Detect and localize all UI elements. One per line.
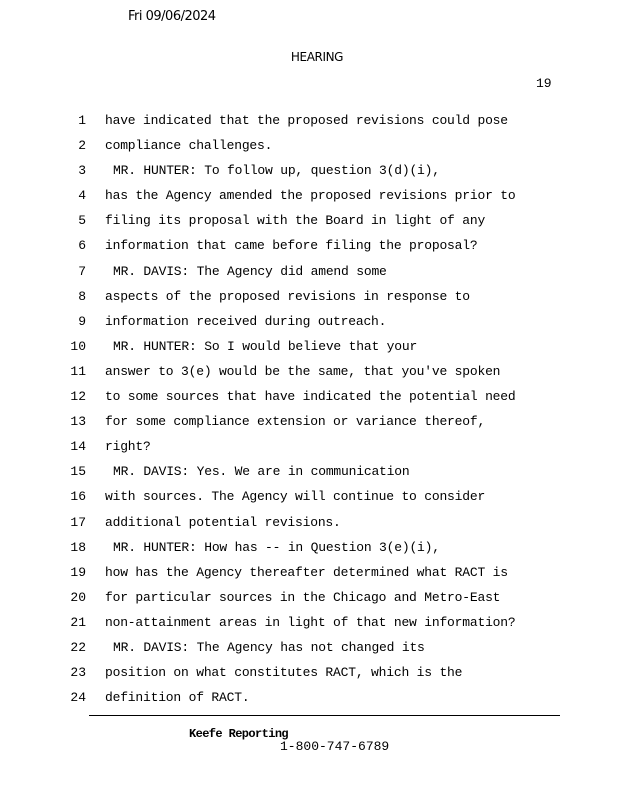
reporter-company: Keefe Reporting xyxy=(189,727,289,741)
transcript-line xyxy=(0,334,618,359)
line-number: 6 xyxy=(78,238,86,254)
line-text: with sources. The Agency will continue to consider xyxy=(105,489,486,505)
line-number: 23 xyxy=(70,665,86,681)
line-text: position on what constitutes RACT, which is the xyxy=(105,665,463,681)
line-number: 11 xyxy=(70,363,86,379)
line-text: answer to 3(e) would be the same, that you've spoken xyxy=(105,363,501,379)
transcript-line xyxy=(0,208,618,233)
footer-divider xyxy=(89,715,560,716)
line-number: 15 xyxy=(70,464,86,480)
line-number: 20 xyxy=(70,589,86,605)
line-number: 24 xyxy=(70,690,86,706)
line-text: for some compliance extension or variance thereof, xyxy=(105,414,486,430)
line-number: 4 xyxy=(78,188,86,204)
line-text: MR. HUNTER: To follow up, question 3(d)(i), xyxy=(113,163,440,179)
transcript-line xyxy=(0,259,618,284)
line-number: 9 xyxy=(78,313,86,329)
transcript-line xyxy=(0,459,618,484)
line-number: 3 xyxy=(78,163,86,179)
document-title: HEARING xyxy=(290,50,344,64)
line-text: MR. DAVIS: Yes. We are in communication xyxy=(113,464,410,480)
line-text: how has the Agency thereafter determined what RACT is xyxy=(105,564,508,580)
line-number: 7 xyxy=(78,263,86,279)
line-number: 2 xyxy=(78,138,86,154)
transcript-line xyxy=(0,585,618,610)
transcript-line xyxy=(0,384,618,409)
line-text: filing its proposal with the Board in light of any xyxy=(105,213,486,229)
line-number: 22 xyxy=(70,639,86,655)
transcript-line xyxy=(0,560,618,585)
line-text: have indicated that the proposed revisions could pose xyxy=(105,113,508,128)
transcript-line xyxy=(0,108,618,133)
line-text: has the Agency amended the proposed revisions prior to xyxy=(105,188,516,204)
line-text: information that came before filing the proposal? xyxy=(105,238,478,254)
line-number: 8 xyxy=(78,288,86,304)
reporter-phone: 1-800-747-6789 xyxy=(280,739,390,754)
line-text: definition of RACT. xyxy=(105,690,250,706)
line-number: 14 xyxy=(70,439,86,455)
line-text: MR. HUNTER: So I would believe that your xyxy=(113,338,418,354)
line-number: 10 xyxy=(70,338,86,354)
line-text: MR. HUNTER: How has -- in Question 3(e)(i), xyxy=(113,539,440,555)
line-text: information received during outreach. xyxy=(105,313,387,329)
line-number: 12 xyxy=(70,389,86,405)
line-number: 18 xyxy=(70,539,86,555)
line-number: 17 xyxy=(70,514,86,530)
transcript-body xyxy=(0,108,618,710)
transcript-line xyxy=(0,309,618,334)
line-text: right? xyxy=(105,439,151,455)
page-number: 19 xyxy=(536,76,552,91)
line-text: aspects of the proposed revisions in response to xyxy=(105,288,470,304)
transcript-line xyxy=(0,685,618,710)
transcript-line xyxy=(0,183,618,208)
transcript-line xyxy=(0,610,618,635)
line-text: MR. DAVIS: The Agency has not changed its xyxy=(113,639,425,655)
transcript-line xyxy=(0,484,618,509)
transcript-line xyxy=(0,409,618,434)
transcript-line xyxy=(0,233,618,258)
line-text: to some sources that have indicated the potential need xyxy=(105,389,516,405)
line-text: additional potential revisions. xyxy=(105,514,341,530)
line-text: MR. DAVIS: The Agency did amend some xyxy=(113,263,387,279)
transcript-line xyxy=(0,660,618,685)
transcript-line xyxy=(0,535,618,560)
line-number: 1 xyxy=(78,113,86,128)
line-number: 16 xyxy=(70,489,86,505)
transcript-line xyxy=(0,635,618,660)
transcript-line xyxy=(0,133,618,158)
header-date: Fri 09/06/2024 xyxy=(128,9,216,24)
line-text: non-attainment areas in light of that new information? xyxy=(105,614,516,630)
transcript-line xyxy=(0,359,618,384)
transcript-line xyxy=(0,510,618,535)
line-number: 19 xyxy=(70,564,86,580)
transcript-line xyxy=(0,284,618,309)
transcript-line xyxy=(0,158,618,183)
line-number: 5 xyxy=(78,213,86,229)
line-text: for particular sources in the Chicago and Metro-East xyxy=(105,589,501,605)
line-text: compliance challenges. xyxy=(105,138,273,154)
line-number: 21 xyxy=(70,614,86,630)
line-number: 13 xyxy=(70,414,86,430)
transcript-line xyxy=(0,434,618,459)
